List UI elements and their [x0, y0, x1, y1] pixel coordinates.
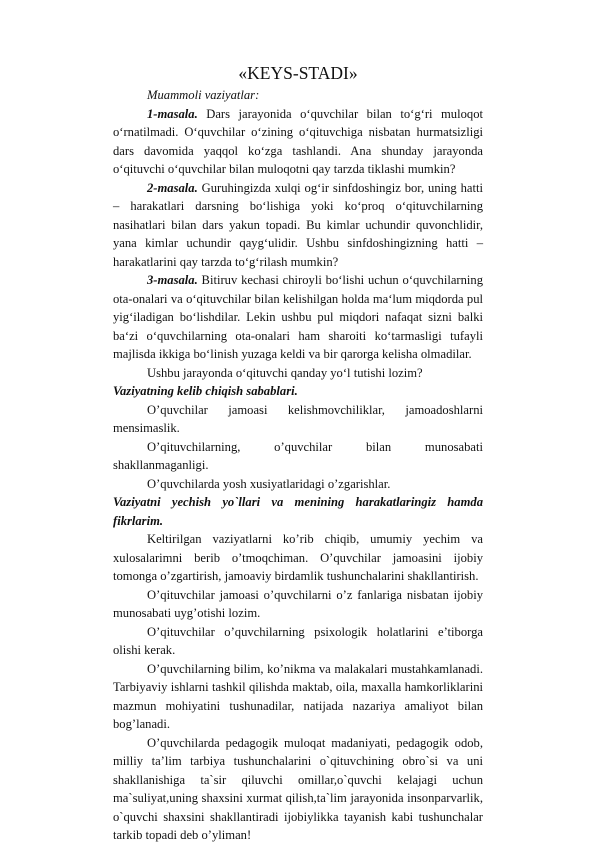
- case-3-paragraph: [113, 271, 483, 364]
- solution-paragraph: O’qituvchilar o’quvchilarning psixologik holatlarini e’tiborga olishi kerak.: [113, 624, 483, 657]
- page-title: «KEYS-STADI»: [238, 63, 358, 83]
- case-3-text: Bitiruv kechasi chiroyli bo‘lishi uchun o‘quvchilarning ota-onalari va o‘qituvchilar bilan kelishilgan holda ma‘lum miqdorda pul yig‘iladigan bo‘lishdilar. Lekin ushbu pul miqdori nafaqat sizni balki ba‘zi o‘quvchilarning ota-onalari ham sharoiti ko‘tarmasligi tufayli majlisda ikkiga bo‘linish yuzaga keldi va bir qarorga kelisha olmadilar.: [113, 273, 483, 361]
- subtitle: Muammoli vaziyatlar:: [147, 88, 260, 102]
- cause-item: O’qituvchilarning, o’quvchilar bilan munosabati shakllanmaganligi.: [113, 439, 483, 472]
- cause-item: O’quvchilarda yosh xusiyatlaridagi o’zgarishlar.: [147, 476, 391, 491]
- case-3-label: 3-masala.: [147, 273, 198, 287]
- causes-heading: Vaziyatning kelib chiqish sabablari.: [113, 384, 298, 398]
- question-paragraph: Ushbu jarayonda o‘qituvchi qanday yo‘l tutishi lozim?: [147, 365, 423, 380]
- cause-item: O’quvchilar jamoasi kelishmovchiliklar, jamoadoshlarni mensimaslik.: [113, 402, 483, 435]
- solution-paragraph: O’quvchilarning bilim, ko’nikma va malakalari mustahkamlanadi. Tarbiyaviy ishlarni tashkil qilishda maktab, oila, maxalla hamkorliklarini mazmun mohiyatini tushunadilar, natijada nazariya amaliyot bilan bog’lanadi.: [113, 661, 483, 731]
- case-1-label: 1-masala.: [147, 106, 198, 121]
- solution-paragraph: Keltirilgan vaziyatlarni ko’rib chiqib, umumiy yechim va xulosalarimni berib o’tmoqchiman. O’quvchilar jamoasini ijobiy tomonga o’zgartirish, jamoaviy birdamlik tushunchalarini shakllantirish.: [113, 532, 483, 583]
- solutions-heading: Vaziyatni yechish yo`llari va menining harakatlaringiz hamda fikrlarim.: [113, 495, 483, 528]
- case-1-text: Dars jarayonida o‘quvchilar bilan to‘g‘ri muloqot o‘rnatilmadi. O‘quvchilar o‘zining o‘qituvchiga nisbatan hurmatsizligi dars davomida yaqqol ko‘zga tashlandi. Ana shunday jarayonda o‘qituvchi o‘quvchilar bilan muloqotni qay tarzda tiklashi mumkin?: [113, 106, 483, 176]
- case-2-label: 2-masala.: [147, 180, 198, 195]
- case-2-paragraph: [113, 179, 483, 272]
- case-1-paragraph: [113, 105, 483, 179]
- solution-paragraph: O’quvchilarda pedagogik muloqat madaniyati, pedagogik odob, milliy ta’lim tarbiya tushunchalarini o`qituvchining obro`si va uni shakllanishiga ta`sir qiluvchi omillar,o`quvchi kelajagi uchun ma`suliyat,uning shaxsini xurmat qilish,ta`lim jarayonida insonparvarlik, o`quvchi shaxsini shakllantiradi ijobiylikka tayanish kabi tushunchalar tarkib topadi deb o’yliman!: [113, 735, 483, 842]
- solution-paragraph: O’qituvchilar jamoasi o’quvchilarni o’z fanlariga nisbatan ijobiy munosabati uyg’otishi lozim.: [113, 587, 483, 620]
- case-2-text: Guruhingizda xulqi og‘ir sinfdoshingiz bor, uning hatti – harakatlari darsning bo‘lishiga yoki ko‘proq o‘qituvchilarning nasihatlari bilan dars yakun topadi. Bu kimlar uchundir quvonchlidir, yana kimlar uchundir qayg‘ulidir. Ushbu sinfdoshingizning hatti – harakatlarini qay tarzda to‘g‘rilash mumkin?: [113, 180, 483, 269]
- document-body: [113, 62, 483, 845]
